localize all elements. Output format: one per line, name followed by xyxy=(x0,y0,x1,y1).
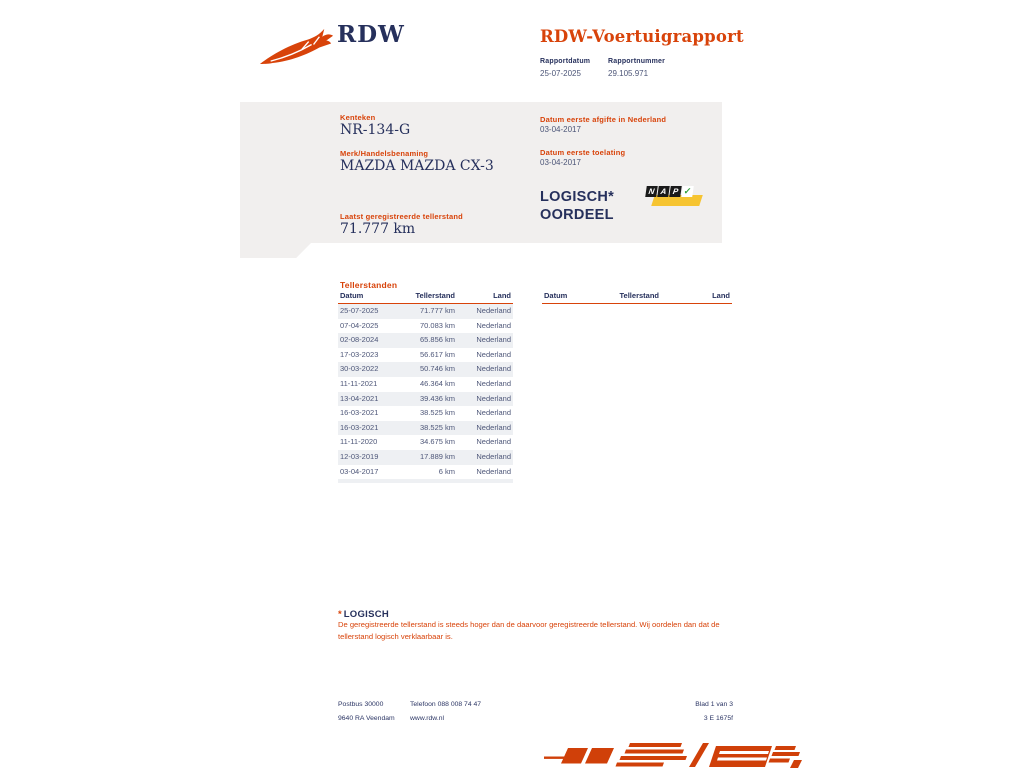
table-cell: Nederland xyxy=(476,320,511,330)
table-cell: 11-11-2020 xyxy=(340,437,378,447)
license-plate-label: Kenteken xyxy=(340,113,376,122)
license-plate-value: NR-134-G xyxy=(340,122,411,138)
table-header xyxy=(542,291,732,304)
table-row xyxy=(338,333,513,348)
table-body xyxy=(338,304,513,479)
table-cell: 65.856 km xyxy=(419,335,455,345)
nap-letter-p: P xyxy=(669,186,682,197)
table-cell: Nederland xyxy=(476,306,511,315)
table-tail-stripe xyxy=(338,479,513,483)
report-date-label: Rapportdatum xyxy=(540,58,591,65)
verdict-line1: LOGISCH* xyxy=(540,189,615,205)
table-cell: Nederland xyxy=(476,437,511,447)
column-header-land: Land xyxy=(493,291,511,300)
column-header-datum: Datum xyxy=(340,291,364,300)
footer-page-number: Blad 1 van 3 xyxy=(695,701,733,708)
vehicle-summary-panel xyxy=(240,102,722,243)
table-row xyxy=(338,319,513,334)
table-cell: 16-03-2021 xyxy=(340,408,379,418)
table-row xyxy=(338,392,513,407)
table-cell: 56.617 km xyxy=(419,349,455,359)
table-row xyxy=(338,465,513,480)
table-cell: 39.436 km xyxy=(419,393,455,403)
table-cell: Nederland xyxy=(476,466,511,476)
footer-contact xyxy=(410,702,481,730)
table-cell: 25-07-2025 xyxy=(340,306,379,315)
last-odometer-value: 71.777 km xyxy=(340,221,416,237)
nap-letter-n: N xyxy=(645,186,658,197)
footnote-title: LOGISCH xyxy=(343,609,390,620)
last-odometer-label: Laatst geregistreerde tellerstand xyxy=(340,212,463,221)
footnote-marker: * xyxy=(338,609,342,620)
first-issue-value: 03-04-2017 xyxy=(540,125,581,134)
table-cell: Nederland xyxy=(476,349,511,359)
footnote-text: De geregistreerde tellerstand is steeds hoger dan de daarvoor geregistreerde tellerstand. Wij oordelen dan dat de tellerstand logisch verklaarbaar is. xyxy=(338,620,720,641)
table-cell: Nederland xyxy=(476,335,511,345)
report-title: RDW-Voertuigrapport xyxy=(540,27,744,46)
table-cell: Nederland xyxy=(476,378,511,388)
nap-checkmark-icon: ✓ xyxy=(683,186,693,196)
first-admission-label: Datum eerste toelating xyxy=(540,148,626,157)
table-cell: 11-11-2021 xyxy=(340,378,378,388)
rdw-feather-logo-icon xyxy=(257,25,335,66)
table-cell: 12-03-2019 xyxy=(340,451,379,461)
table-row xyxy=(338,348,513,363)
first-issue-label: Datum eerste afgifte in Nederland xyxy=(540,115,667,124)
table-cell: 46.364 km xyxy=(419,378,455,388)
column-header-datum: Datum xyxy=(544,291,568,300)
footer-website: www.rdw.nl xyxy=(410,714,444,722)
table-cell: 03-04-2017 xyxy=(340,466,379,476)
footer-address-line2: 9640 RA Veendam xyxy=(338,714,395,722)
report-date-value: 25-07-2025 xyxy=(540,69,581,78)
table-cell: 50.746 km xyxy=(419,364,455,374)
nap-logo xyxy=(646,186,708,210)
first-admission-value: 03-04-2017 xyxy=(540,158,581,167)
rdw-logotype: RDW xyxy=(337,21,405,48)
table-row xyxy=(338,304,513,319)
table-cell: 34.675 km xyxy=(419,437,455,447)
table-cell: 17-03-2023 xyxy=(340,349,379,359)
rdw-stripes-graphic-icon xyxy=(543,740,803,768)
table-header xyxy=(338,291,513,304)
table-cell: 6 km xyxy=(438,466,455,476)
report-number-label: Rapportnummer xyxy=(608,58,666,65)
column-header-tellerstand: Tellerstand xyxy=(415,291,455,300)
footer-page-info xyxy=(640,702,733,730)
column-header-tellerstand: Tellerstand xyxy=(619,291,659,300)
odometer-section-title: Tellerstanden xyxy=(340,280,398,290)
table-cell: 07-04-2025 xyxy=(340,320,379,330)
odometer-table-right xyxy=(542,291,732,304)
make-label: Merk/Handelsbenaming xyxy=(340,149,429,158)
table-row xyxy=(338,362,513,377)
table-cell: 30-03-2022 xyxy=(340,364,379,374)
table-cell: 17.889 km xyxy=(419,451,455,461)
table-row xyxy=(338,377,513,392)
table-row xyxy=(338,421,513,436)
table-cell: Nederland xyxy=(476,364,511,374)
report-number-value: 29.105.971 xyxy=(608,69,649,78)
odometer-table-left xyxy=(338,291,513,483)
verdict-text xyxy=(540,188,614,224)
nap-letter-a: A xyxy=(657,186,670,197)
table-cell: Nederland xyxy=(476,451,511,461)
panel-corner-tab xyxy=(240,242,312,258)
footer-form-code: 3 E 1675f xyxy=(703,714,733,722)
column-header-land: Land xyxy=(712,291,730,300)
footer-address-line1: Postbus 30000 xyxy=(338,701,384,708)
table-row xyxy=(338,406,513,421)
table-cell: 13-04-2021 xyxy=(340,393,379,403)
table-cell: 71.777 km xyxy=(419,306,455,315)
table-cell: Nederland xyxy=(476,422,511,432)
footer-phone: Telefoon 088 008 74 47 xyxy=(410,701,482,708)
verdict-line2: OORDEEL xyxy=(540,207,614,223)
table-cell: Nederland xyxy=(476,408,511,418)
footer-address xyxy=(338,702,395,730)
make-value: MAZDA MAZDA CX-3 xyxy=(340,158,494,174)
table-cell: 38.525 km xyxy=(419,422,455,432)
table-cell: Nederland xyxy=(476,393,511,403)
table-cell: 02-08-2024 xyxy=(340,335,379,345)
table-row xyxy=(338,450,513,465)
table-cell: 38.525 km xyxy=(419,408,455,418)
table-cell: 16-03-2021 xyxy=(340,422,379,432)
table-cell: 70.083 km xyxy=(419,320,455,330)
table-row xyxy=(338,435,513,450)
